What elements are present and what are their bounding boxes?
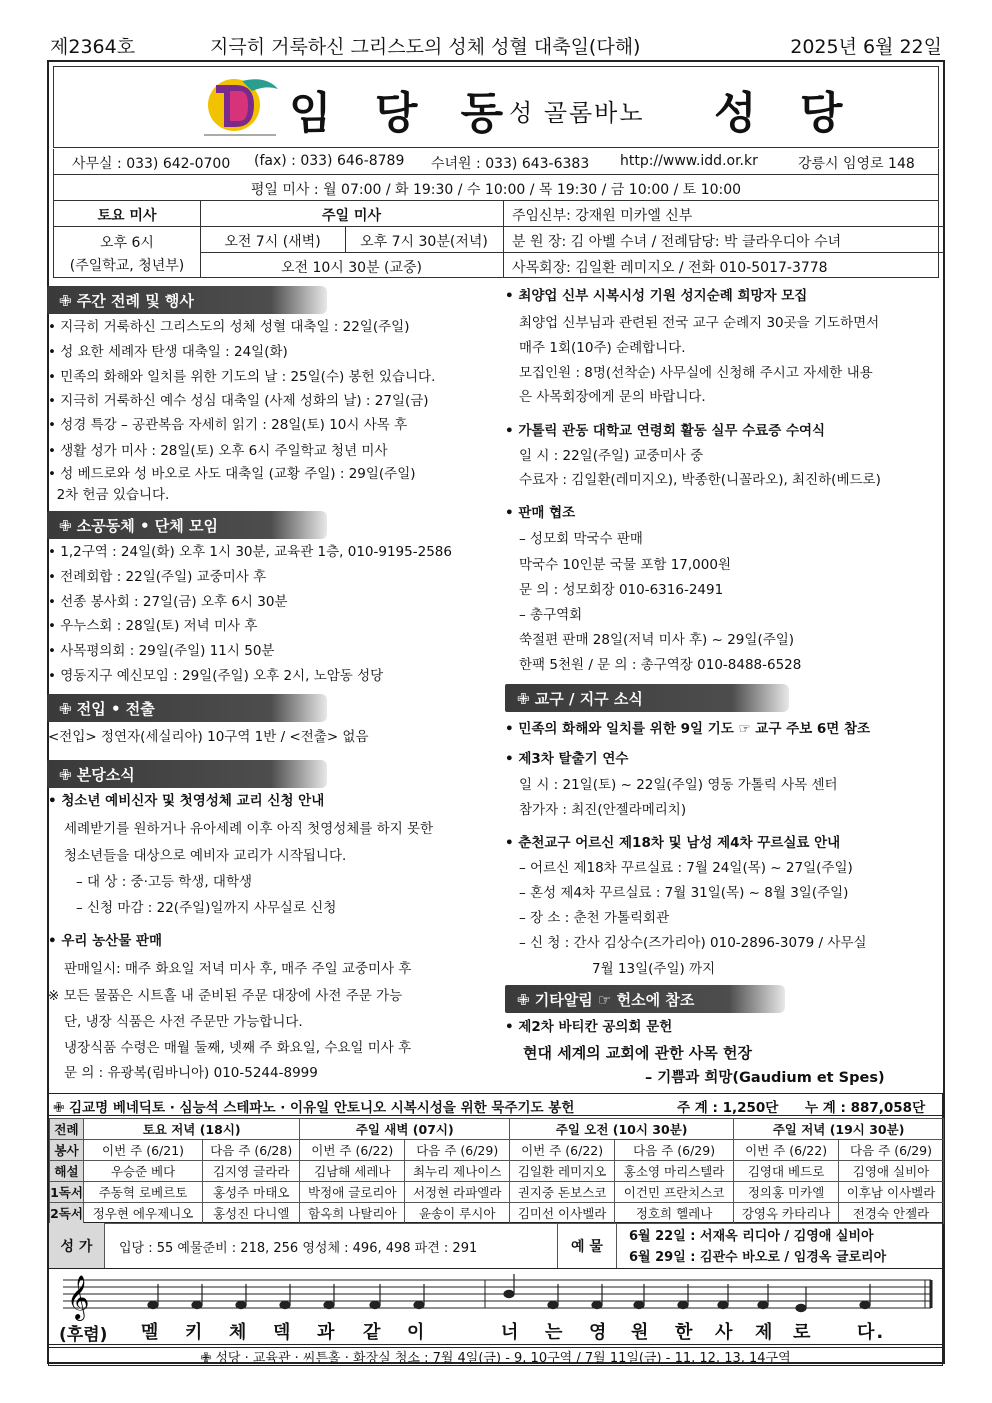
section-other-notices: ✙ 기타알림 ☞ 헌소에 참조: [505, 985, 785, 1013]
list-item: • 춘천교구 어르신 제18차 및 남성 제4차 꾸르실료 안내: [505, 835, 841, 851]
list-item: 일 시 : 21일(토) ~ 22일(주일) 영동 가톨릭 사목 센터: [519, 777, 838, 793]
list-item: – 총구역회: [519, 607, 583, 623]
list-item: • 성경 특강 – 공관복음 자세히 읽기 : 28일(토) 10시 사목 후: [48, 417, 408, 433]
lyric-syllable: 사: [715, 1322, 735, 1343]
lyric-syllable: 다.: [857, 1322, 886, 1343]
parish-staff: 분 원 장: 김 아벨 수녀 / 전례담당: 박 클라우디아 수녀: [512, 234, 842, 250]
list-item: 청소년들을 대상으로 예비자 교리가 시작됩니다.: [64, 848, 347, 864]
lyric-syllable: 는: [545, 1322, 565, 1343]
table-cell: 정호희 헬레나: [615, 1203, 734, 1224]
lyric-syllable: 원: [631, 1322, 651, 1343]
list-item: • 판매 협조: [505, 505, 576, 521]
pastor: 주임신부: 강재원 미카엘 신부: [512, 208, 693, 224]
table-cell: 홍성주 마태오: [203, 1182, 300, 1203]
parish-banner: [53, 66, 939, 148]
mass-schedule-table: [53, 201, 939, 278]
roster-role: 해설: [50, 1161, 84, 1182]
list-item: • 지극히 거룩하신 예수 성심 대축일 (사제 성화의 날) : 27일(금): [48, 393, 429, 409]
list-item: – 어르신 제18차 꾸르실료 : 7월 24일(목) ~ 27일(주일): [519, 860, 853, 876]
lyric-syllable: 키: [185, 1322, 205, 1343]
list-item: • 제2차 바티칸 공의회 문헌: [505, 1019, 673, 1035]
list-item: • 가톨릭 관동 대학교 연령회 활동 실무 수료증 수여식: [505, 423, 826, 439]
list-item: ※ 모든 물품은 시트홀 내 준비된 주문 대장에 사전 주문 가능: [48, 988, 403, 1004]
list-item: 냉장식품 수령은 매월 둘째, 넷째 주 화요일, 수요일 미사 후: [64, 1040, 412, 1056]
lyric-syllable: 한: [675, 1322, 695, 1343]
list-item: • 사목평의회 : 29일(주일) 11시 50분: [48, 643, 275, 659]
table-cell: 홍성진 다니엘: [203, 1203, 300, 1224]
council-president: 사목회장: 김일환 레미지오 / 전화 010-5017-3778: [512, 260, 828, 276]
list-item: • 성 베드로와 성 바오로 사도 대축일 (교황 주일) : 29일(주일): [48, 466, 416, 482]
offering-line-2: 6월 29일 : 김관수 바오로 / 임경옥 글로리아: [629, 1250, 887, 1265]
parish-patron: 성 골롬바노: [509, 99, 645, 127]
table-cell: 우승준 베다: [84, 1161, 203, 1182]
lyric-syllable: 덱: [273, 1322, 293, 1343]
hymn-label: 성 가: [49, 1223, 105, 1268]
table-cell: 서정현 라파엘라: [405, 1182, 510, 1203]
list-item: 은 사목회장에게 문의 바랍니다.: [519, 389, 706, 405]
table-cell: 권지중 돈보스코: [510, 1182, 615, 1203]
list-item: 문 의 : 유광복(림바니아) 010-5244-8999: [64, 1065, 318, 1081]
table-cell: 이후남 이사벨라: [839, 1182, 944, 1203]
saturday-mass-header: 토요 미사: [97, 208, 157, 224]
table-cell: 최누리 제나이스: [405, 1161, 510, 1182]
roster-col-sunday-morning: 주일 오전 (10시 30분): [510, 1119, 734, 1140]
rosary-weekly-count: 주 계 : 1,250단: [677, 1100, 779, 1116]
table-row: [50, 1182, 944, 1203]
lyric-syllable: 이: [407, 1322, 427, 1343]
roster-subhead: 다음 주 (6/29): [839, 1140, 944, 1161]
roster-subhead: 이번 주 (6/22): [300, 1140, 405, 1161]
table-cell: 강영옥 카타리나: [734, 1203, 839, 1224]
table-cell: 김미선 이사벨라: [510, 1203, 615, 1224]
table-cell: 주동혁 로베르토: [84, 1182, 203, 1203]
list-item: 매주 1회(10주) 순례합니다.: [519, 340, 686, 356]
top-line: [50, 32, 942, 58]
rosary-total-count: 누 계 : 887,058단: [805, 1100, 926, 1116]
roster-subhead: 이번 주 (6/22): [510, 1140, 615, 1161]
list-item: – 성모회 막국수 판매: [519, 531, 643, 547]
weekday-mass-times: 평일 미사 : 월 07:00 / 화 19:30 / 수 10:00 / 목 19:30 / 금 10:00 / 토 10:00: [53, 175, 939, 201]
table-cell: 김영애 실비아: [839, 1161, 944, 1182]
parish-name-main: 임 당 동: [289, 88, 518, 139]
list-item: 판매일시: 매주 화요일 저녁 미사 후, 매주 주일 교중미사 후: [64, 961, 412, 977]
saturday-mass-time: 오후 6시: [100, 235, 154, 251]
sunday-main-mass: 오전 10시 30분 (교중): [280, 260, 423, 276]
list-item: • 최양업 신부 시복시성 기원 성지순례 희망자 모집: [505, 288, 808, 304]
website-link[interactable]: http://www.idd.or.kr: [620, 153, 758, 169]
parish-name-suffix: 성 당: [714, 88, 857, 139]
lyric-syllable: 로: [793, 1322, 813, 1343]
table-cell: 김영대 베드로: [734, 1161, 839, 1182]
fax-number: (fax) : 033) 646-8789: [254, 153, 405, 169]
hymn-row: [48, 1223, 943, 1269]
list-item: • 제3차 탈출기 연수: [505, 751, 629, 767]
list-item: • 성 요한 세례자 탄생 대축일 : 24일(화): [48, 344, 288, 360]
list-item: • 생활 성가 미사 : 28일(토) 오후 6시 주일학교 청년 미사: [48, 443, 388, 459]
section-transfers: ✙ 전입 • 전출: [47, 694, 327, 722]
sisters-phone: 수녀원 : 033) 643-6383: [431, 156, 590, 172]
roster-corner: 전례: [50, 1119, 84, 1140]
lyric-syllable: 멜: [141, 1322, 161, 1343]
sunday-mass-header: 주일 미사: [322, 208, 381, 224]
roster-col-sunday-dawn: 주일 새벽 (07시): [300, 1119, 510, 1140]
hymn-numbers: 입당 : 55 예물준비 : 218, 256 영성체 : 496, 498 파견 : 291: [119, 1241, 478, 1256]
issue-number: 제2364호: [50, 36, 136, 58]
section-communities: ✙ 소공동체 • 단체 모임: [47, 511, 327, 539]
roster-role: 2독서: [50, 1203, 84, 1224]
table-cell: 이건민 프란치스코: [615, 1182, 734, 1203]
roster-corner-sub: 봉사: [50, 1140, 84, 1161]
table-cell: 윤송이 루시아: [405, 1203, 510, 1224]
table-cell: 전경숙 안젤라: [839, 1203, 944, 1224]
table-cell: 김지영 글라라: [203, 1161, 300, 1182]
transfer-note: <전입> 정연자(세실리아) 10구역 1반 / <전출> 없음: [48, 729, 369, 745]
section-diocese-news: ✙ 교구 / 지구 소식: [505, 684, 789, 712]
list-item: – 장 소 : 춘천 가톨릭회관: [519, 910, 670, 926]
roster-subhead: 다음 주 (6/28): [203, 1140, 300, 1161]
table-row: [50, 1203, 944, 1224]
rosary-prayer-bar: [49, 1094, 942, 1116]
list-item: 한팩 5천원 / 문 의 : 총구역장 010-8488-6528: [519, 657, 802, 673]
office-phone: 사무실 : 033) 642-0700: [72, 156, 231, 172]
table-cell: 정의홍 미카엘: [734, 1182, 839, 1203]
list-item: • 청소년 예비신자 및 첫영성체 교리 신청 안내: [48, 793, 325, 809]
lyric-syllable: 영: [589, 1322, 609, 1343]
svg-text:𝄞: 𝄞: [67, 1275, 90, 1319]
list-item: • 민족의 화해와 일치를 위한 기도의 날 : 25일(수) 봉헌 있습니다.: [48, 369, 436, 385]
roster-col-saturday: 토요 저녁 (18시): [84, 1119, 300, 1140]
table-cell: 홍소영 마리스텔라: [615, 1161, 734, 1182]
list-item: – 대 상 : 중·고등 학생, 대학생: [76, 874, 253, 890]
list-item: – 신 청 : 간사 김상수(즈가리아) 010-2896-3079 / 사무실: [519, 935, 867, 951]
list-item: 7월 13일(주일) 까지: [592, 961, 716, 977]
roster-role: 1독서: [50, 1182, 84, 1203]
list-item: 최양업 신부님과 관련된 전국 교구 순례지 30곳을 기도하면서: [519, 315, 880, 331]
roster-subhead: 이번 주 (6/22): [734, 1140, 839, 1161]
section-parish-news: ✙ 본당소식: [47, 760, 327, 788]
roster-table: [49, 1118, 944, 1224]
table-cell: 김일환 레미지오: [510, 1161, 615, 1182]
table-cell: 김남해 세레나: [300, 1161, 405, 1182]
lyric-syllable: 너: [501, 1322, 521, 1343]
rosary-intention: ✙ 김교명 베네딕토 · 심능석 스테파노 · 이유일 안토니오 시복시성을 위한 묵주기도 봉헌: [53, 1100, 575, 1116]
list-item: – 혼성 제4차 꾸르실료 : 7월 31일(목) ~ 8월 3일(주일): [519, 885, 849, 901]
saturday-mass-note: (주일학교, 청년부): [69, 258, 185, 274]
list-item: • 민족의 화해와 일치를 위한 9일 기도 ☞ 교구 주보 6면 참조: [505, 721, 871, 737]
list-item: 단, 냉장 식품은 사전 주문만 가능합니다.: [64, 1014, 303, 1030]
list-item: – 신청 마감 : 22(주일)일까지 사무실로 신청: [76, 900, 337, 916]
offering-line-1: 6월 22일 : 서재옥 리디아 / 김영애 실비아: [629, 1229, 874, 1244]
list-item: • 지극히 거룩하신 그리스도의 성체 성혈 대축일 : 22일(주일): [48, 319, 410, 335]
list-item: 수료자 : 김일환(레미지오), 박종한(니꼴라오), 최진하(베드로): [519, 472, 881, 488]
feast-title: 지극히 거룩하신 그리스도의 성체 성혈 대축일(다해): [210, 36, 641, 58]
list-item: 2차 헌금 있습니다.: [48, 487, 170, 503]
list-item: • 우리 농산물 판매: [48, 933, 163, 949]
table-cell: 박정애 글로리아: [300, 1182, 405, 1203]
cleaning-schedule: ✙ 성당 · 교육관 · 씨튼홀 · 화장실 청소 : 7월 4일(금) - 9, 10구역 / 7월 11일(금) - 11, 12, 13, 14구역: [48, 1344, 943, 1366]
offering-label: 예 물: [557, 1223, 617, 1268]
table-cell: 함옥희 나탈리아: [300, 1203, 405, 1224]
roster-subhead: 이번 주 (6/21): [84, 1140, 203, 1161]
sunday-dawn-mass: 오전 7시 (새벽): [224, 234, 321, 250]
lyric-syllable: 제: [755, 1322, 775, 1343]
list-item: • 전례회합 : 22일(주일) 교중미사 후: [48, 569, 267, 585]
table-cell: 정우현 에우제니오: [84, 1203, 203, 1224]
list-item: 참가자 : 최진(안젤라메리치): [519, 802, 687, 818]
table-row: [50, 1161, 944, 1182]
address: 강릉시 임영로 148: [798, 156, 915, 172]
lyric-syllable: 같: [363, 1322, 383, 1343]
lyric-syllable: 체: [229, 1322, 249, 1343]
lyric-syllable: 과: [317, 1322, 337, 1343]
list-item: • 우누스회 : 28일(토) 저녁 미사 후: [48, 618, 258, 634]
liturgy-roster-box: [48, 1093, 943, 1223]
list-item: 문 의 : 성모회장 010-6316-2491: [519, 582, 724, 598]
list-item: • 1,2구역 : 24일(화) 오후 1시 30분, 교육관 1층, 010-9195-2586: [48, 544, 452, 560]
chorus-label: (후렴): [59, 1325, 108, 1345]
chorus-staff: [48, 1268, 943, 1348]
list-item: 모집인원 : 8명(선착순) 사무실에 신청해 주시고 자세한 내용: [519, 365, 873, 381]
list-item: 일 시 : 22일(주일) 교중미사 중: [519, 448, 704, 464]
list-item: • 선종 봉사회 : 27일(금) 오후 6시 30분: [48, 594, 288, 610]
sunday-evening-mass: 오후 7시 30분(저녁): [360, 234, 488, 250]
parish-logo-icon: [196, 71, 286, 143]
roster-col-sunday-evening: 주일 저녁 (19시 30분): [734, 1119, 944, 1140]
section-weekly-liturgy: ✙ 주간 전례 및 행사: [47, 286, 327, 314]
list-item: • 영동지구 예신모임 : 29일(주일) 오후 2시, 노암동 성당: [48, 668, 384, 684]
list-item: 막국수 10인분 국물 포함 17,000원: [519, 557, 731, 573]
roster-subhead: 다음 주 (6/29): [615, 1140, 734, 1161]
roster-subhead: 다음 주 (6/29): [405, 1140, 510, 1161]
list-item: 세례받기를 원하거나 유아세례 이후 아직 첫영성체를 하지 못한: [64, 821, 434, 837]
issue-date: 2025년 6월 22일: [790, 36, 942, 58]
list-item: 현대 세계의 교회에 관한 사목 헌장: [523, 1044, 752, 1062]
list-item: – 기쁨과 희망(Gaudium et Spes): [645, 1070, 885, 1086]
list-item: 쑥절편 판매 28일(저녁 미사 후) ~ 29일(주일): [519, 632, 795, 648]
contact-bar: [53, 149, 939, 175]
